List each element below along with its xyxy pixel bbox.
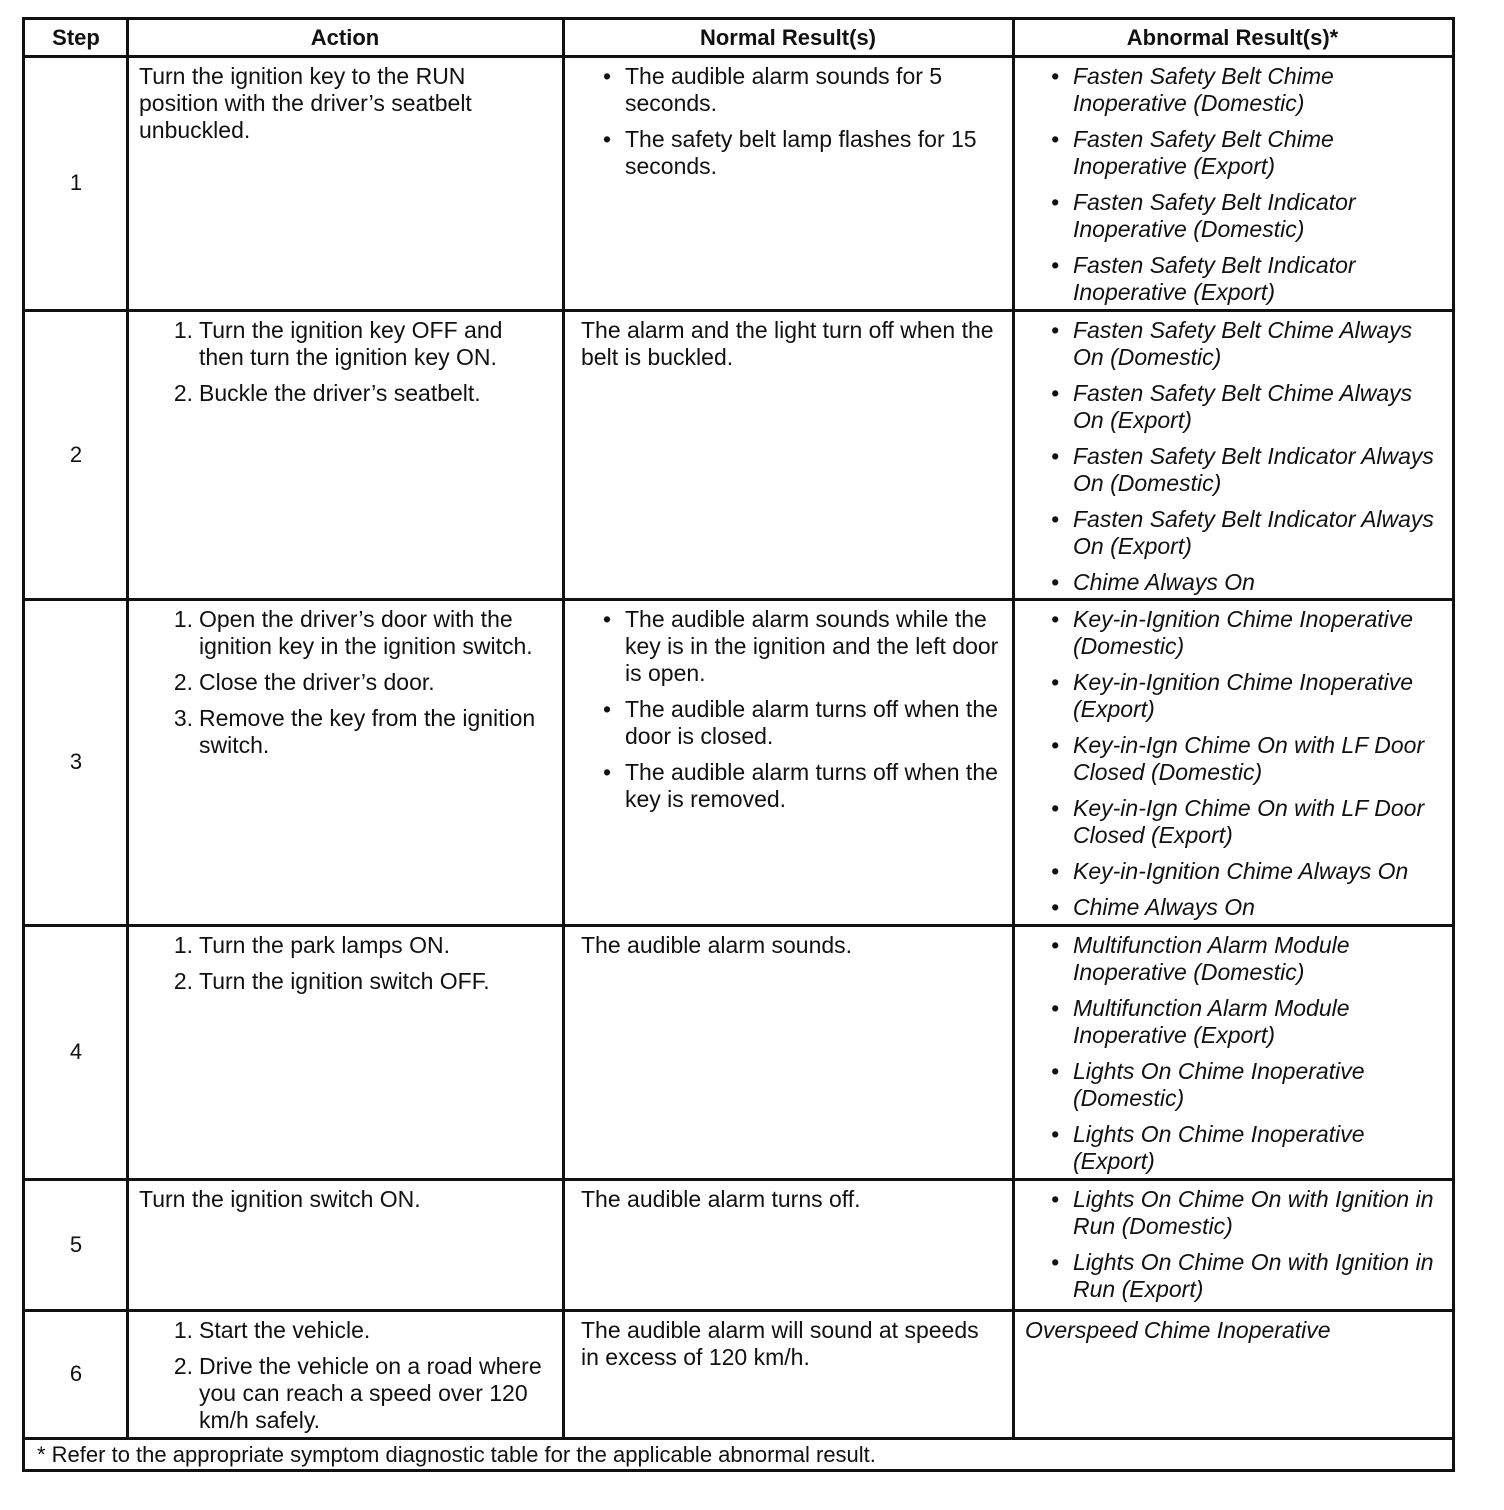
list-item: • The audible alarm sounds while the key is in the ignition and the left door is open. <box>601 606 1001 687</box>
header-normal: Normal Result(s) <box>699 25 877 50</box>
list-item: • Key-in-Ign Chime On with LF Door Closed (Domestic) <box>1049 732 1448 786</box>
list-item: • Key-in-Ignition Chime Inoperative (Domestic) <box>1049 606 1448 660</box>
normal-result-text: The audible alarm turns off. <box>581 1186 861 1212</box>
item-number: 2. <box>173 968 193 994</box>
item-number: 2. <box>173 669 193 695</box>
step-number: 4 <box>69 1039 83 1064</box>
list-item <box>163 380 551 407</box>
item-text: Start the vehicle. <box>199 1317 371 1343</box>
normal-result-text: The audible alarm will sound at speeds in excess of 120 km/h. <box>581 1317 979 1370</box>
normal-result-text: The audible alarm sounds. <box>581 932 853 958</box>
list-item: • Fasten Safety Belt Chime Inoperative (Domestic) <box>1049 63 1448 117</box>
list-item: • Key-in-Ignition Chime Inoperative (Export) <box>1049 669 1448 723</box>
item-text: Drive the vehicle on a road where you can reach a speed over 120 km/h safely. <box>199 1353 542 1433</box>
row-divider <box>25 1437 1452 1440</box>
list-item: • The audible alarm turns off when the key is removed. <box>601 759 1001 813</box>
row-divider <box>25 1178 1452 1181</box>
list-item <box>163 317 551 371</box>
list-item: • Fasten Safety Belt Indicator Inoperative (Domestic) <box>1049 189 1448 243</box>
list-item: • Lights On Chime On with Ignition in Run (Domestic) <box>1049 1186 1448 1240</box>
abnormal-result-text: Overspeed Chime Inoperative <box>1025 1317 1331 1343</box>
abnormal-result-cell <box>1025 1317 1448 1435</box>
row-divider <box>25 1309 1452 1312</box>
item-text: Open the driver’s door with the ignition key in the ignition switch. <box>199 606 533 659</box>
item-number: 1. <box>173 606 193 632</box>
list-item: • Fasten Safety Belt Chime Always On (Domestic) <box>1049 317 1448 371</box>
header-abnormal: Abnormal Result(s)* <box>1126 25 1339 50</box>
column-divider <box>1012 20 1015 1438</box>
bullet-list <box>1049 317 1448 596</box>
numbered-list <box>163 1317 551 1434</box>
abnormal-result-cell <box>1025 63 1448 307</box>
list-item: • The audible alarm sounds for 5 seconds. <box>601 63 1001 117</box>
step-number: 1 <box>69 170 83 195</box>
list-item: • Chime Always On <box>1049 894 1448 921</box>
list-item <box>163 932 551 959</box>
item-text: Turn the park lamps ON. <box>199 932 450 958</box>
action-cell <box>139 932 551 1176</box>
item-number: 3. <box>173 705 193 731</box>
step-number: 2 <box>69 442 83 467</box>
bullet-list <box>601 63 1001 180</box>
list-item: • The safety belt lamp flashes for 15 seconds. <box>601 126 1001 180</box>
item-text: Buckle the driver’s seatbelt. <box>199 380 481 406</box>
list-item: • Fasten Safety Belt Chime Always On (Export) <box>1049 380 1448 434</box>
list-item <box>163 1317 551 1344</box>
header-action: Action <box>310 25 380 50</box>
action-text: Turn the ignition switch ON. <box>139 1186 421 1212</box>
row-divider <box>25 309 1452 312</box>
item-number: 2. <box>173 380 193 406</box>
normal-result-cell <box>581 1317 1001 1435</box>
normal-result-cell <box>581 606 1001 922</box>
normal-result-cell <box>581 317 1001 596</box>
list-item <box>163 606 551 660</box>
list-item: • Fasten Safety Belt Chime Inoperative (Export) <box>1049 126 1448 180</box>
list-item: • Key-in-Ignition Chime Always On <box>1049 858 1448 885</box>
item-text: Remove the key from the ignition switch. <box>199 705 536 758</box>
action-cell <box>139 317 551 596</box>
header-step: Step <box>52 25 100 50</box>
bullet-list <box>601 606 1001 813</box>
numbered-list <box>163 317 551 407</box>
abnormal-result-cell <box>1025 606 1448 922</box>
normal-result-cell <box>581 932 1001 1176</box>
list-item <box>163 669 551 696</box>
abnormal-result-cell <box>1025 1186 1448 1307</box>
item-text: Close the driver’s door. <box>199 669 435 695</box>
list-item: • Lights On Chime Inoperative (Domestic) <box>1049 1058 1448 1112</box>
bullet-list <box>1049 606 1448 921</box>
list-item: • Fasten Safety Belt Indicator Always On (Export) <box>1049 506 1448 560</box>
row-divider <box>25 598 1452 601</box>
footnote: * Refer to the appropriate symptom diagnostic table for the applicable abnormal result. <box>37 1442 876 1467</box>
bullet-list <box>1049 63 1448 306</box>
list-item: • Lights On Chime Inoperative (Export) <box>1049 1121 1448 1175</box>
step-number: 5 <box>69 1232 83 1257</box>
list-item: • Lights On Chime On with Ignition in Run (Export) <box>1049 1249 1448 1303</box>
action-text: Turn the ignition key to the RUN position with the driver’s seatbelt unbuckled. <box>139 63 472 143</box>
step-number: 3 <box>69 749 83 774</box>
column-divider <box>562 20 565 1438</box>
list-item: • Chime Always On <box>1049 569 1448 596</box>
item-number: 1. <box>173 1317 193 1343</box>
list-item <box>163 1353 551 1434</box>
normal-result-cell <box>581 63 1001 307</box>
row-divider <box>25 924 1452 927</box>
item-number: 1. <box>173 932 193 958</box>
list-item: • The audible alarm turns off when the door is closed. <box>601 696 1001 750</box>
normal-result-text: The alarm and the light turn off when the belt is buckled. <box>581 317 994 370</box>
diagnostic-table <box>22 17 1455 1472</box>
list-item: • Fasten Safety Belt Indicator Always On (Domestic) <box>1049 443 1448 497</box>
action-cell <box>139 1186 551 1307</box>
step-number: 6 <box>69 1361 83 1386</box>
normal-result-cell <box>581 1186 1001 1307</box>
abnormal-result-cell <box>1025 932 1448 1176</box>
item-number: 1. <box>173 317 193 343</box>
list-item <box>163 968 551 995</box>
list-item: • Fasten Safety Belt Indicator Inoperative (Export) <box>1049 252 1448 306</box>
list-item: • Multifunction Alarm Module Inoperative (Domestic) <box>1049 932 1448 986</box>
bullet-list <box>1049 932 1448 1175</box>
action-cell <box>139 606 551 922</box>
abnormal-result-cell <box>1025 317 1448 596</box>
numbered-list <box>163 932 551 995</box>
item-number: 2. <box>173 1353 193 1379</box>
numbered-list <box>163 606 551 759</box>
action-cell <box>139 63 551 307</box>
action-cell <box>139 1317 551 1435</box>
item-text: Turn the ignition key OFF and then turn the ignition key ON. <box>199 317 503 370</box>
bullet-list <box>1049 1186 1448 1303</box>
list-item: • Key-in-Ign Chime On with LF Door Closed (Export) <box>1049 795 1448 849</box>
list-item: • Multifunction Alarm Module Inoperative (Export) <box>1049 995 1448 1049</box>
list-item <box>163 705 551 759</box>
item-text: Turn the ignition switch OFF. <box>199 968 490 994</box>
